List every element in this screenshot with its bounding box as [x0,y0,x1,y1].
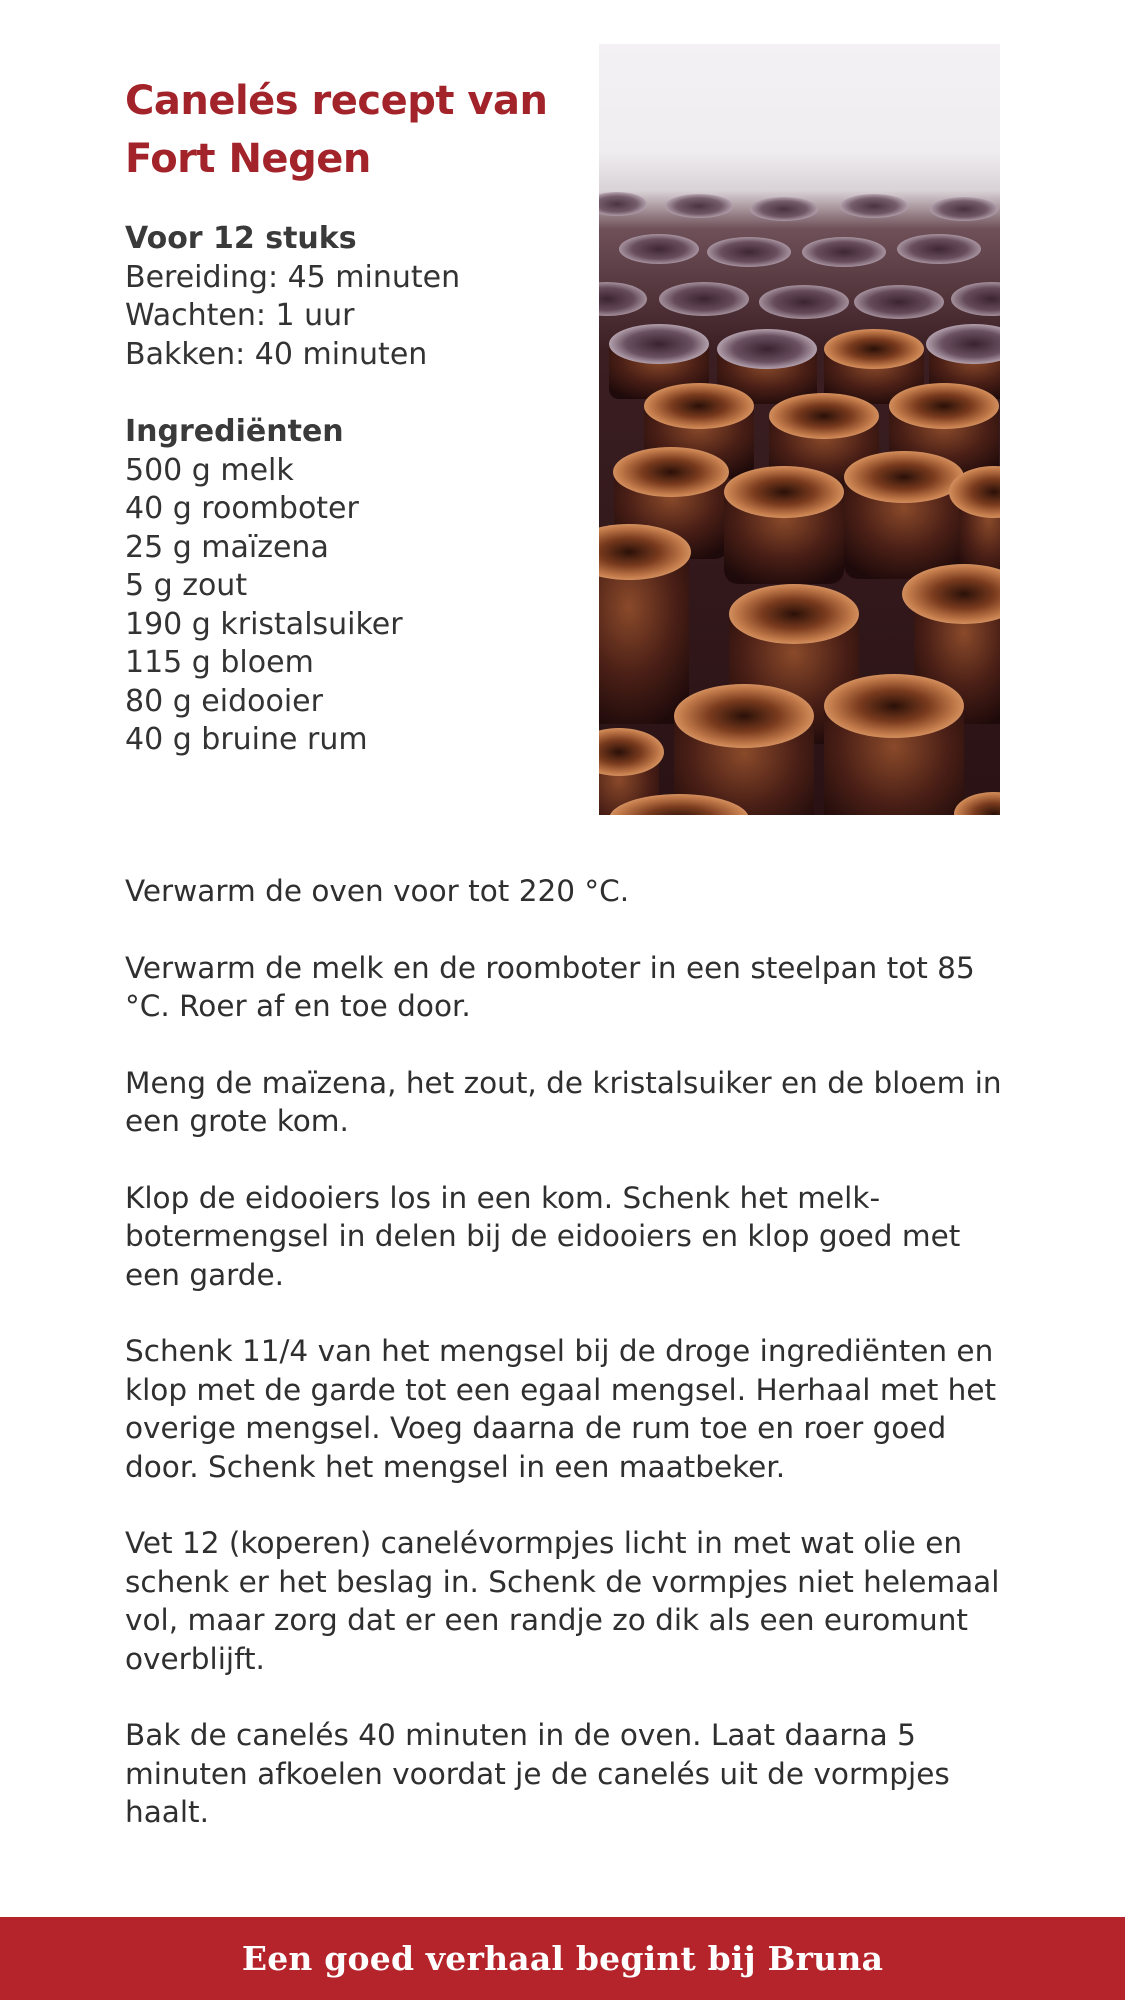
ingredients-list [125,413,585,760]
ingredients-heading: Ingrediënten [125,414,344,449]
instruction-step: Schenk 11/4 van het mengsel bij de droge ingrediënten en klop met de garde tot een egaal mengsel. Herhaal met het overige mengsel. Voeg daarna de rum toe en roer goed door. Schenk het mengsel in een maatbeker. [125,1334,997,1484]
instruction-step: Verwarm de melk en de roomboter in een steelpan tot 85 °C. Roer af en toe door. [125,950,975,1023]
instruction-step: Meng de maïzena, het zout, de kristalsuiker en de bloem in een grote kom. [125,1065,1002,1138]
footer-tagline: Een goed verhaal begint bij Bruna [241,1939,884,1978]
instructions [125,872,1015,1870]
prep-time: Bereiding: 45 minuten [125,259,461,295]
ingredient-item: 5 g zout [125,568,248,603]
ingredient-item: 25 g maïzena [125,529,329,565]
instruction-step: Vet 12 (koperen) canelévormpjes licht in met wat olie en schenk er het beslag in. Schenk de vormpjes niet helemaal vol, maar zorg dat er een randje zo dik als een euromunt overblijft. [125,1526,1000,1676]
wait-time: Wachten: 1 uur [125,298,355,333]
ingredient-item: 190 g kristalsuiker [125,606,403,642]
recipe-meta [125,220,585,374]
recipe-title: Canelés recept van Fort Negen [125,78,548,182]
footer-banner [0,1917,1125,2000]
ingredient-item: 115 g bloem [125,645,314,680]
caneles-photo [599,44,1000,815]
bake-time: Bakken: 40 minuten [125,336,428,372]
ingredient-item: 40 g roomboter [125,491,359,526]
instruction-step: Bak de canelés 40 minuten in de oven. Laat daarna 5 minuten afkoelen voordat je de canelés uit de vormpjes haalt. [125,1718,950,1829]
servings: Voor 12 stuks [125,221,357,256]
ingredient-item: 500 g melk [125,452,294,488]
instruction-step: Verwarm de oven voor tot 220 °C. [125,874,630,908]
instruction-step: Klop de eidooiers los in een kom. Schenk het melk-botermengsel in delen bij de eidooiers en klop goed met een garde. [125,1180,961,1292]
ingredient-item: 80 g eidooier [125,683,323,719]
ingredient-item: 40 g bruine rum [125,722,368,757]
